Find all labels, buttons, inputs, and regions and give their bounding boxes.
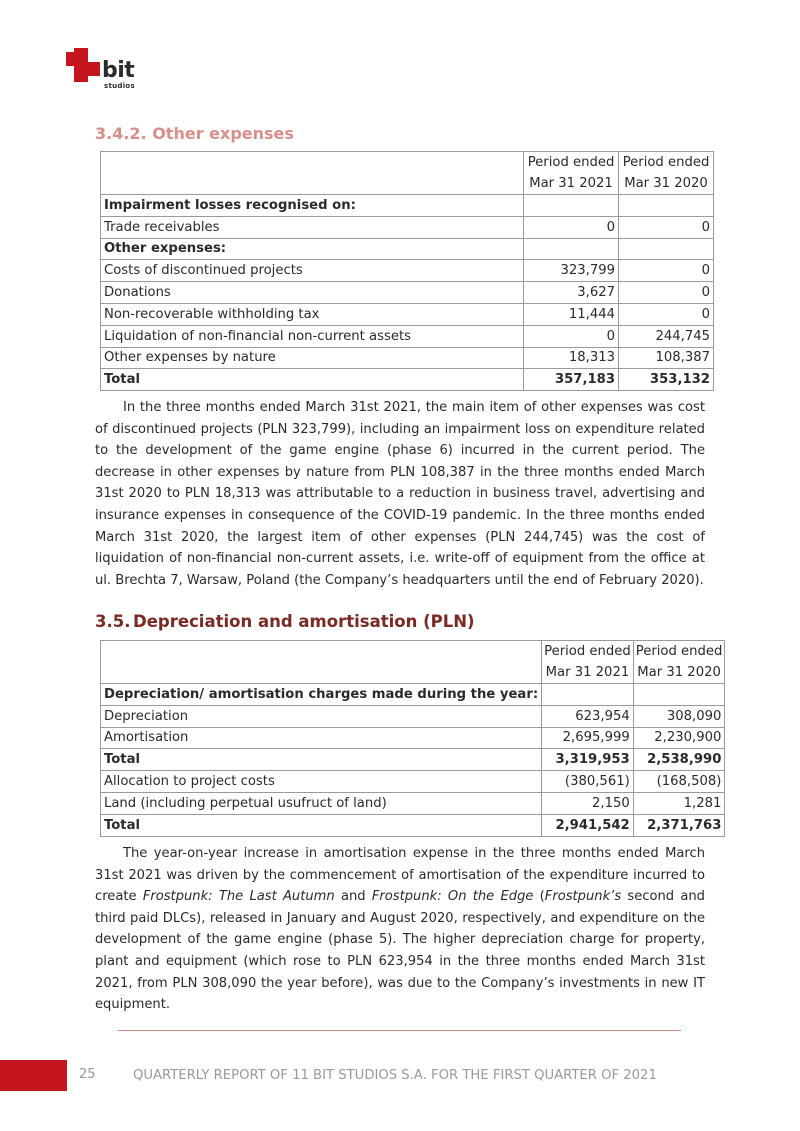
value-2021: 0: [524, 216, 619, 238]
value-2020: 0: [619, 282, 714, 304]
value-2020: 2,230,900: [633, 727, 725, 749]
footer-divider: [118, 1030, 681, 1031]
table-total-row: [101, 369, 714, 391]
table-row: [101, 705, 725, 727]
table-row: [101, 260, 714, 282]
value-2020: [633, 684, 725, 706]
row-label: Liquidation of non-financial non-current assets: [101, 325, 524, 347]
page-number: 25: [79, 1067, 96, 1082]
column-header-2020: Period ended Mar 31 2020: [633, 641, 725, 684]
table-row: [101, 195, 714, 217]
company-logo: [66, 48, 156, 94]
value-2021: [542, 684, 634, 706]
value-2020: 0: [619, 260, 714, 282]
row-label: Costs of discontinued projects: [101, 260, 524, 282]
value-2020: 244,745: [619, 325, 714, 347]
table-row: [101, 238, 714, 260]
logo-wordmark: bit: [102, 58, 135, 83]
value-2021: [524, 195, 619, 217]
value-2020: 108,387: [619, 347, 714, 369]
row-label: Allocation to project costs: [101, 771, 542, 793]
value-2021: 3,319,953: [542, 749, 634, 771]
game-title: Frostpunk: On the Edge: [371, 889, 534, 905]
logo-mark-part: [88, 62, 100, 76]
table-row: [101, 347, 714, 369]
value-2020: 0: [619, 216, 714, 238]
logo-mark-part: [74, 48, 88, 82]
depreciation-table: [100, 640, 725, 837]
game-title: Frostpunk: The Last Autumn: [142, 889, 335, 905]
table-row: [101, 325, 714, 347]
value-2020: [619, 238, 714, 260]
table-row: [101, 282, 714, 304]
footer-report-title: QUARTERLY REPORT OF 11 BIT STUDIOS S.A. FOR THE FIRST QUARTER OF 2021: [133, 1068, 657, 1083]
footer-accent-bar: [0, 1060, 67, 1091]
section-heading-depreciation: [95, 612, 475, 631]
value-2020: 2,538,990: [633, 749, 725, 771]
table-header-row: [101, 641, 725, 684]
row-label: Total: [101, 749, 542, 771]
column-header-2020: Period ended Mar 31 2020: [619, 152, 714, 195]
other-expenses-paragraph: In the three months ended March 31st 2021, the main item of other expenses was cost of discontinued projects (PLN 323,799), including an impairment loss on expenditure related to the development of the game engine (phase 6) incurred in the current period. The decrease in other expenses by nature from PLN 108,387 in the three months ended March 31st 2020 to PLN 18,313 was attributable to a reduction in business travel, advertising and insurance expenses in consequence of the COVID-19 pandemic. In the three months ended March 31st 2020, the largest item of other expenses (PLN 244,745) was the cost of liquidation of non-financial non-current assets, i.e. write-off of equipment from the office at ul. Brechta 7, Warsaw, Poland (the Company’s headquarters until the end of February 2020).: [95, 400, 705, 588]
table-header-blank: [101, 152, 524, 195]
row-label: Other expenses by nature: [101, 347, 524, 369]
value-2021: 11,444: [524, 303, 619, 325]
depreciation-paragraph: The year-on-year increase in amortisation expense in the three months ended March 31st 2021 was driven by the commencement of amortisation of the expenditure incurred to create Frostpunk: The Last Autumn and Frostpunk: On the Edge (Frostpunk’s second and third paid DLCs), released in January and August 2020, respectively, and expenditure on the development of the game engine (phase 5). The higher depreciation charge for property, plant and equipment (which rose to PLN 623,954 in the three months ended March 31st 2021, from PLN 308,090 the year before), was due to the Company’s investments in new IT equipment.: [95, 846, 705, 1013]
value-2020: [619, 195, 714, 217]
column-header-2021: Period ended Mar 31 2021: [542, 641, 634, 684]
row-label: Total: [101, 814, 542, 836]
logo-subtitle: studios: [104, 82, 135, 90]
value-2020: 2,371,763: [633, 814, 725, 836]
table-row: [101, 684, 725, 706]
table-row: [101, 727, 725, 749]
game-title: Frostpunk’s: [544, 889, 622, 905]
row-label: Land (including perpetual usufruct of land): [101, 792, 542, 814]
row-label: Trade receivables: [101, 216, 524, 238]
table-row: [101, 216, 714, 238]
value-2021: 323,799: [524, 260, 619, 282]
row-label: Impairment losses recognised on:: [101, 195, 524, 217]
value-2020: 0: [619, 303, 714, 325]
row-label: Non-recoverable withholding tax: [101, 303, 524, 325]
row-label: Depreciation/ amortisation charges made during the year:: [101, 684, 542, 706]
table-subtotal-row: [101, 749, 725, 771]
value-2020: 308,090: [633, 705, 725, 727]
value-2021: 623,954: [542, 705, 634, 727]
row-label: Donations: [101, 282, 524, 304]
value-2020: 353,132: [619, 369, 714, 391]
column-header-2021: Period ended Mar 31 2021: [524, 152, 619, 195]
row-label: Total: [101, 369, 524, 391]
section-heading-other-expenses: 3.4.2. Other expenses: [95, 124, 294, 143]
value-2021: 2,150: [542, 792, 634, 814]
value-2021: 0: [524, 325, 619, 347]
table-header-row: [101, 152, 714, 195]
table-row: [101, 303, 714, 325]
section-number: 3.5.: [95, 612, 131, 631]
table-row: [101, 771, 725, 793]
value-2021: 2,695,999: [542, 727, 634, 749]
value-2021: 18,313: [524, 347, 619, 369]
value-2021: [524, 238, 619, 260]
value-2021: (380,561): [542, 771, 634, 793]
value-2020: 1,281: [633, 792, 725, 814]
section-title: Depreciation and amortisation (PLN): [133, 612, 475, 631]
value-2021: 2,941,542: [542, 814, 634, 836]
value-2021: 357,183: [524, 369, 619, 391]
other-expenses-table: [100, 151, 714, 391]
table-header-blank: [101, 641, 542, 684]
row-label: Depreciation: [101, 705, 542, 727]
table-total-row: [101, 814, 725, 836]
value-2020: (168,508): [633, 771, 725, 793]
row-label: Other expenses:: [101, 238, 524, 260]
value-2021: 3,627: [524, 282, 619, 304]
table-row: [101, 792, 725, 814]
row-label: Amortisation: [101, 727, 542, 749]
